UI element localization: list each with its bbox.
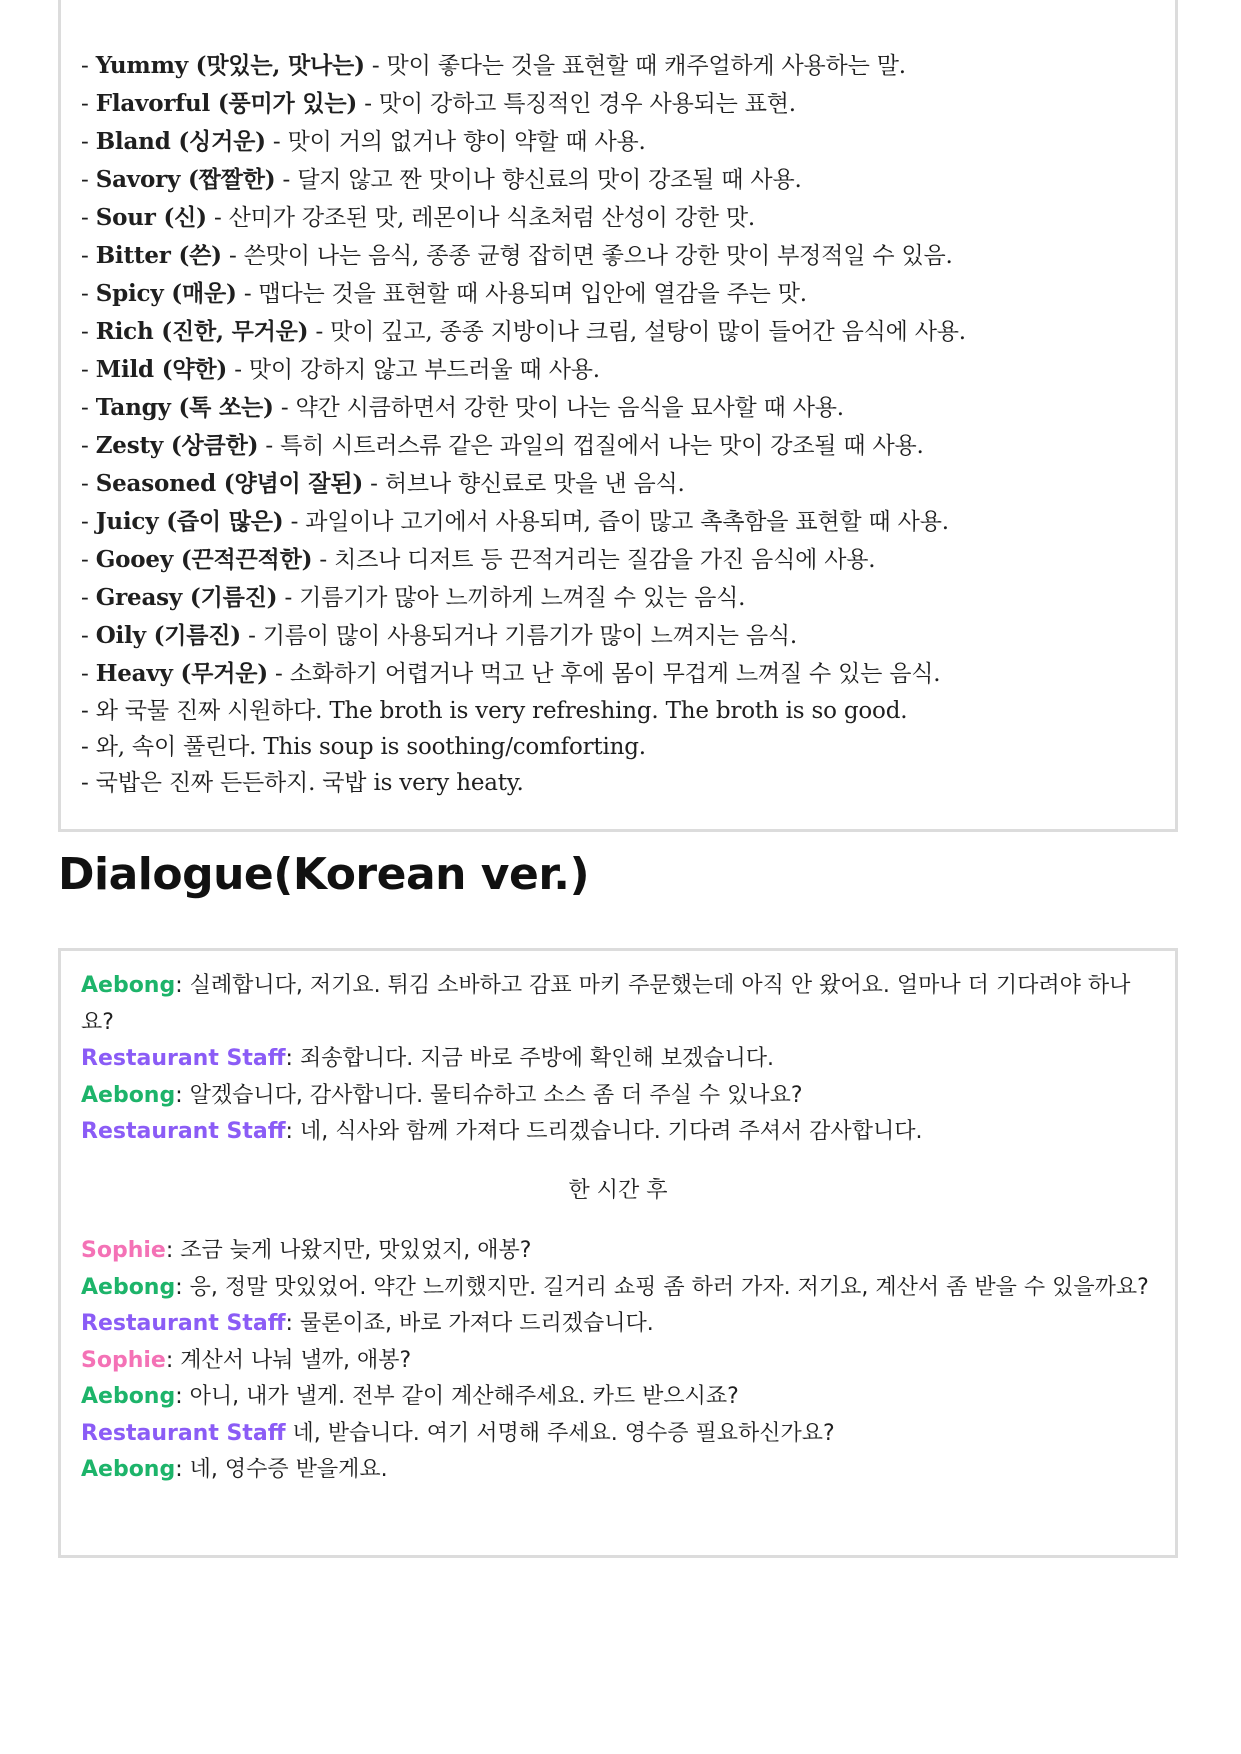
vocab-term: Bland (싱거운) (95, 128, 266, 155)
vocab-description: - 산미가 강조된 맛, 레몬이나 식초처럼 산성이 강한 맛. (206, 205, 756, 231)
vocab-term: Savory (짭짤한) (95, 166, 276, 193)
dialogue-line (81, 1379, 1155, 1416)
vocab-description: - 기름기가 많아 느끼하게 느껴질 수 있는 음식. (277, 585, 746, 611)
vocab-item: - Oily (기름진) - 기름이 많이 사용되거나 기름기가 많이 느껴지는 음식. (81, 622, 797, 649)
dialogue-line (81, 1270, 1155, 1307)
speaker-name: Sophie (81, 1347, 166, 1373)
speaker-name: Restaurant Staff (81, 1311, 286, 1336)
vocab-term: Bitter (쓴) (95, 242, 222, 269)
speaker-separator: : (285, 1119, 300, 1144)
example-sentence: - 국밥은 진짜 든든하지. 국밥 is very heaty. (81, 770, 524, 796)
vocab-item: - Yummy (맛있는, 맛나는) - 맛이 좋다는 것을 표현할 때 캐주얼하게 사용하는 말. (81, 52, 906, 79)
dialogue-text: 물론이죠, 바로 가져다 드리겠습니다. (299, 1311, 654, 1336)
dialogue-text: 죄송합니다. 지금 바로 주방에 확인해 보겠습니다. (299, 1046, 774, 1071)
speaker-separator: : (285, 1046, 300, 1071)
vocab-item: - Flavorful (풍미가 있는) - 맛이 강하고 특징적인 경우 사용되는 표현. (81, 90, 796, 117)
vocab-description: - 소화하기 어렵거나 먹고 난 후에 몸이 무겁게 느껴질 수 있는 음식. (267, 661, 941, 687)
dialogue-text: 실례합니다, 저기요. 튀김 소바하고 감표 마키 주문했는데 아직 안 왔어요. 얼마나 더 기다려야 하나요? (81, 973, 1131, 1035)
example-sentence: - 와, 속이 풀린다. This soup is soothing/comforting. (81, 734, 646, 760)
vocab-term: Juicy (즙이 많은) (95, 508, 284, 535)
dialogue-text: 계산서 나눠 낼까, 애봉? (180, 1347, 412, 1373)
vocab-description: - 쓴맛이 나는 음식, 종종 균형 잡히면 좋으나 강한 맛이 부정적일 수 있음. (221, 243, 953, 269)
vocab-item: - Sour (신) - 산미가 강조된 맛, 레몬이나 식초처럼 산성이 강한 맛. (81, 204, 756, 231)
speaker-name: Aebong (81, 1274, 176, 1300)
vocab-term: Tangy (톡 쏘는) (95, 394, 274, 421)
speaker-name: Sophie (81, 1238, 166, 1263)
dialogue-text: 네, 식사와 함께 가져다 드리겠습니다. 기다려 주셔서 감사합니다. (299, 1119, 923, 1144)
speaker-name: Restaurant Staff (81, 1046, 286, 1071)
dialogue-line (81, 968, 1155, 1041)
vocab-description: - 달지 않고 짠 맛이나 향신료의 맛이 강조될 때 사용. (275, 167, 802, 193)
vocab-description: - 기름이 많이 사용되거나 기름기가 많이 느껴지는 음식. (241, 623, 797, 649)
vocab-term: Mild (약한) (95, 356, 228, 383)
vocab-description: - 치즈나 디저트 등 끈적거리는 질감을 가진 음식에 사용. (312, 547, 876, 573)
speaker-separator: : (175, 1274, 190, 1300)
dialogue-line (81, 1233, 1155, 1270)
vocab-term: Gooey (끈적끈적한) (95, 546, 313, 573)
speaker-separator: : (175, 1082, 190, 1108)
dialogue-line (81, 1416, 1155, 1453)
vocab-item: - Heavy (무거운) - 소화하기 어렵거나 먹고 난 후에 몸이 무겁게 느껴질 수 있는 음식. (81, 660, 941, 687)
vocab-description: - 맛이 깊고, 종종 지방이나 크림, 설탕이 많이 들어간 음식에 사용. (308, 319, 966, 345)
vocab-item: - Zesty (상큼한) - 특히 시트러스류 같은 과일의 껍질에서 나는 맛이 강조될 때 사용. (81, 432, 924, 459)
dialogue-line (81, 1078, 1155, 1115)
vocab-item: - Savory (짭짤한) - 달지 않고 짠 맛이나 향신료의 맛이 강조될 때 사용. (81, 166, 802, 193)
dialogue-heading: Dialogue(Korean ver.) (58, 849, 590, 900)
vocab-term: Yummy (맛있는, 맛나는) (95, 52, 365, 79)
speaker-separator: : (175, 1384, 190, 1409)
dialogue-line (81, 1041, 1155, 1078)
vocab-term: Spicy (매운) (95, 280, 237, 307)
vocab-term: Heavy (무거운) (95, 660, 268, 687)
vocab-term: Rich (진한, 무거운) (95, 318, 309, 345)
vocab-item: - Tangy (톡 쏘는) - 약간 시큼하면서 강한 맛이 나는 음식을 묘사할 때 사용. (81, 394, 844, 421)
vocab-item: - Juicy (즙이 많은) - 과일이나 고기에서 사용되며, 즙이 많고 촉촉함을 표현할 때 사용. (81, 508, 949, 535)
example-sentence-text: 와, 속이 풀린다. This soup is soothing/comforting. (95, 734, 646, 760)
vocab-term: Sour (신) (95, 204, 207, 231)
dialogue-line (81, 1114, 1155, 1151)
vocab-item: - Gooey (끈적끈적한) - 치즈나 디저트 등 끈적거리는 질감을 가진 음식에 사용. (81, 546, 876, 573)
speaker-separator: : (285, 1311, 300, 1336)
dialogue-text: 알겠습니다, 감사합니다. 물티슈하고 소스 좀 더 주실 수 있나요? (189, 1082, 803, 1108)
dialogue-box (58, 948, 1178, 1558)
dialogue-text: 네, 영수증 받을게요. (189, 1457, 388, 1482)
example-sentence: - 와 국물 진짜 시원하다. The broth is very refreshing. The broth is so good. (81, 698, 908, 724)
vocab-item: - Bitter (쓴) - 쓴맛이 나는 음식, 종종 균형 잡히면 좋으나 강한 맛이 부정적일 수 있음. (81, 242, 953, 269)
speaker-separator (286, 1421, 293, 1446)
time-marker: 한 시간 후 (568, 1177, 668, 1203)
dialogue-line (81, 1343, 1155, 1380)
vocab-description: - 맛이 강하지 않고 부드러울 때 사용. (227, 357, 600, 383)
example-sentence-text: 와 국물 진짜 시원하다. The broth is very refreshing. The broth is so good. (95, 698, 908, 724)
dialogue-part-1 (81, 968, 1155, 1151)
vocabulary-box (58, 0, 1178, 832)
dialogue-content (81, 968, 1155, 1489)
vocab-item: - Mild (약한) - 맛이 강하지 않고 부드러울 때 사용. (81, 356, 600, 383)
dialogue-line (81, 1452, 1155, 1489)
speaker-separator: : (175, 973, 190, 998)
vocab-item: - Bland (싱거운) - 맛이 거의 없거나 향이 약할 때 사용. (81, 128, 646, 155)
vocab-term: Oily (기름진) (95, 622, 241, 649)
speaker-name: Aebong (81, 1384, 176, 1409)
vocab-description: - 맛이 거의 없거나 향이 약할 때 사용. (265, 129, 646, 155)
vocab-term: Greasy (기름진) (95, 584, 278, 611)
speaker-name: Aebong (81, 1457, 176, 1482)
speaker-name: Restaurant Staff (81, 1119, 286, 1144)
speaker-separator: : (165, 1238, 181, 1263)
vocab-term: Zesty (상큼한) (95, 432, 259, 459)
vocab-item: - Rich (진한, 무거운) - 맛이 깊고, 종종 지방이나 크림, 설탕이 많이 들어간 음식에 사용. (81, 318, 966, 345)
dialogue-text: 응, 정말 맛있었어. 약간 느끼했지만. 길거리 쇼핑 좀 하러 가자. 저기요, 계산서 좀 받을 수 있을까요? (189, 1274, 1149, 1300)
vocabulary-list (81, 47, 1165, 801)
vocab-item: - Greasy (기름진) - 기름기가 많아 느끼하게 느껴질 수 있는 음식. (81, 584, 746, 611)
dialogue-text: 네, 받습니다. 여기 서명해 주세요. 영수증 필요하신가요? (292, 1420, 835, 1446)
dialogue-text: 조금 늦게 나왔지만, 맛있었지, 애봉? (180, 1238, 532, 1263)
example-sentence-text: 국밥은 진짜 든든하지. 국밥 is very heaty. (95, 770, 524, 796)
speaker-name: Aebong (81, 973, 176, 998)
speaker-separator: : (165, 1347, 181, 1373)
vocab-description: - 허브나 향신료로 맛을 낸 음식. (363, 471, 685, 497)
vocab-term: Seasoned (양념이 잘된) (95, 470, 364, 497)
vocab-description: - 특히 시트러스류 같은 과일의 껍질에서 나는 맛이 강조될 때 사용. (258, 433, 924, 459)
vocab-description: - 약간 시큼하면서 강한 맛이 나는 음식을 묘사할 때 사용. (273, 395, 844, 421)
dialogue-line (81, 1306, 1155, 1343)
vocab-term: Flavorful (풍미가 있는) (95, 90, 358, 117)
vocab-item: - Spicy (매운) - 맵다는 것을 표현할 때 사용되며 입안에 열감을 주는 맛. (81, 280, 807, 307)
vocab-description: - 맛이 강하고 특징적인 경우 사용되는 표현. (357, 91, 796, 117)
speaker-separator: : (175, 1457, 190, 1482)
vocab-item: - Seasoned (양념이 잘된) - 허브나 향신료로 맛을 낸 음식. (81, 470, 685, 497)
speaker-name: Aebong (81, 1082, 176, 1108)
dialogue-text: 아니, 내가 낼게. 전부 같이 계산해주세요. 카드 받으시죠? (189, 1384, 739, 1409)
vocab-description: - 과일이나 고기에서 사용되며, 즙이 많고 촉촉함을 표현할 때 사용. (283, 509, 949, 535)
vocab-description: - 맛이 좋다는 것을 표현할 때 캐주얼하게 사용하는 말. (364, 53, 906, 79)
speaker-name: Restaurant Staff (81, 1420, 286, 1446)
vocab-description: - 맵다는 것을 표현할 때 사용되며 입안에 열감을 주는 맛. (236, 281, 807, 307)
dialogue-part-2 (81, 1233, 1155, 1489)
